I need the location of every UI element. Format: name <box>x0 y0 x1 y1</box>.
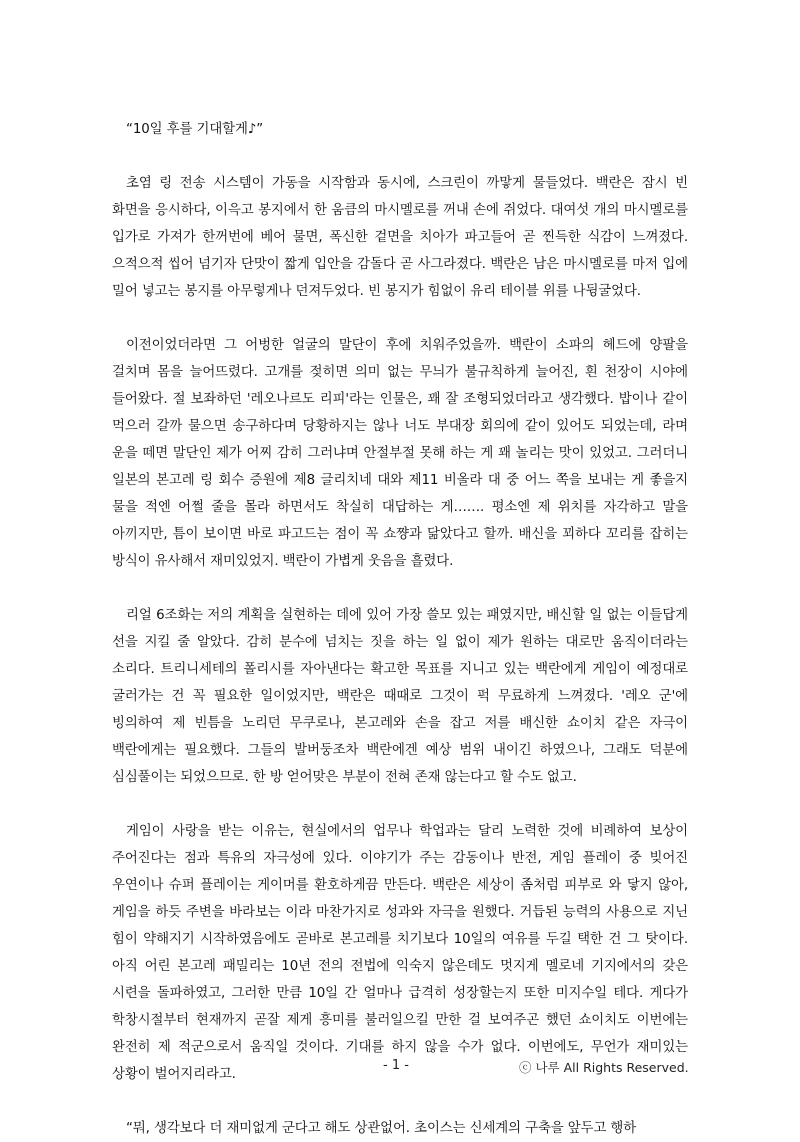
copyright-notice: ⓒ 나루 All Rights Reserved. <box>519 1060 689 1075</box>
paragraph-dialogue-closing: “뭐, 생각보다 더 재미없게 군다고 해도 상관없어. 초이스는 신세계의 구축을 앞두고 행하 <box>126 1121 637 1136</box>
page-body <box>112 116 688 1142</box>
paragraph-gap <box>112 791 688 818</box>
paragraph-gap <box>112 305 688 332</box>
paragraph-1: 초염 링 전송 시스템이 가동을 시작함과 동시에, 스크린이 까맣게 물들었다. 백란은 잠시 빈 화면을 응시하다, 이윽고 봉지에서 한 움큼의 마시멜로를 꺼내 손에 쥐었다. 대여섯 개의 마시멜로를 입가로 가져가 한꺼번에 베어 물면, 폭신한 겉면을 치아가 파고들어 곧 찐득한 식감이 느껴졌다. 으적으적 씹어 넘기자 단맛이 짧게 입안을 감돌다 곧 사그라졌다. 백란은 남은 마시멜로를 마저 입에 밀어 넣고는 봉지를 아무렇게나 던져두었다. 빈 봉지가 힘없이 유리 테이블 위를 나뒹굴었다. <box>112 176 688 299</box>
paragraph-4: 게임이 사랑을 받는 이유는, 현실에서의 업무나 학업과는 달리 노력한 것에 비례하여 보상이 주어진다는 점과 특유의 자극성에 있다. 이야기가 주는 감동이나 반전, 게임 플레이 중 빚어진 우연이나 슈퍼 플레이는 게이머를 환호하게끔 만든다. 백란은 세상이 좀처럼 피부로 와 닿지 않아, 게임을 하듯 주변을 바라보는 이라 마찬가지로 성과와 자극을 원했다. 거듭된 능력의 사용으로 지닌 힘이 약해지기 시작하였음에도 곧바로 본고레를 치기보다 10일의 여유를 두길 택한 건 그 탓이다. 아직 어린 본고레 패밀리는 10년 전의 전법에 익숙지 않은데도 멋지게 멜로네 기지에서의 갖은 시련을 돌파하였고, 그러한 만큼 10일 간 얼마나 급격히 성장할는지 또한 미지수일 테다. 게다가 학창시절부터 현재까지 곧잘 제게 흥미를 불러일으킬 만한 걸 보여주곤 했던 쇼이치도 이번에는 완전히 제 적군으로서 움직일 것이다. 기대를 하지 않을 수가 없다. 이번에도, 무언가 재미있는 상황이 벌어지리라고. <box>112 824 689 1082</box>
paragraph-3: 리얼 6조화는 저의 계획을 실현하는 데에 있어 가장 쓸모 있는 패였지만, 배신할 일 없는 이들답게 선을 지킬 줄 알았다. 감히 분수에 넘치는 짓을 하는 일 없이 제가 원하는 대로만 움직이더라는 소리다. 트리니세테의 폴리시를 자아낸다는 확고한 목표를 지니고 있는 백란에게 게임이 예정대로 굴러가는 건 꼭 필요한 일이었지만, 백란은 때때로 그것이 퍽 무료하게 느껴졌다. '레오 군'에 빙의하여 제 빈틈을 노리던 무쿠로나, 본고레와 손을 잡고 저를 배신한 쇼이치 같은 자극이 백란에게는 필요했다. 그들의 발버둥조차 백란에겐 예상 범위 내이긴 하였으나, 그래도 덕분에 심심풀이는 되었으므로. 한 방 얻어맞은 부분이 전혀 존재 않는다고 할 수도 없고. <box>112 608 688 785</box>
paragraph-gap <box>112 143 688 170</box>
paragraph-2: 이전이었더라면 그 어벙한 얼굴의 말단이 후에 치워주었을까. 백란이 소파의 헤드에 양팔을 걸치며 몸을 늘어뜨렸다. 고개를 젖히면 의미 없는 무늬가 불규칙하게 늘어진, 흰 천장이 시야에 들어왔다. 절 보좌하던 '레오나르도 리피'라는 인물은, 꽤 잘 조형되었더라고 생각했다. 밥이나 같이 먹으러 갈까 물으면 송구하다며 당황하지는 않나 너도 부대장 회의에 같이 있어도 되었는데, 라며 운을 떼면 말단인 제가 어찌 감히 그러냐며 안절부절 못해 하는 게 꽤 놀리는 맛이 있었고. 그러더니 일본의 본고레 링 회수 증원에 제8 글리치네 대와 제11 비올라 대 중 어느 쪽을 보내는 게 좋을지 물을 적엔 어쩔 줄을 몰라 하면서도 착실히 대답하는 게……. 평소엔 제 위치를 자각하고 말을 아끼지만, 틈이 보이면 바로 파고드는 점이 꼭 쇼쨩과 닮았다고 할까. 배신을 꾀하다 꼬리를 잡히는 방식이 유사해서 재미있었지. 백란이 가볍게 웃음을 흘렸다. <box>112 338 688 569</box>
paragraph-gap <box>112 575 688 602</box>
paragraph-dialogue-opening: “10일 후를 기대할게♪” <box>126 122 264 137</box>
paragraph-gap <box>112 1088 688 1115</box>
page-number: - 1 - <box>383 1058 409 1073</box>
